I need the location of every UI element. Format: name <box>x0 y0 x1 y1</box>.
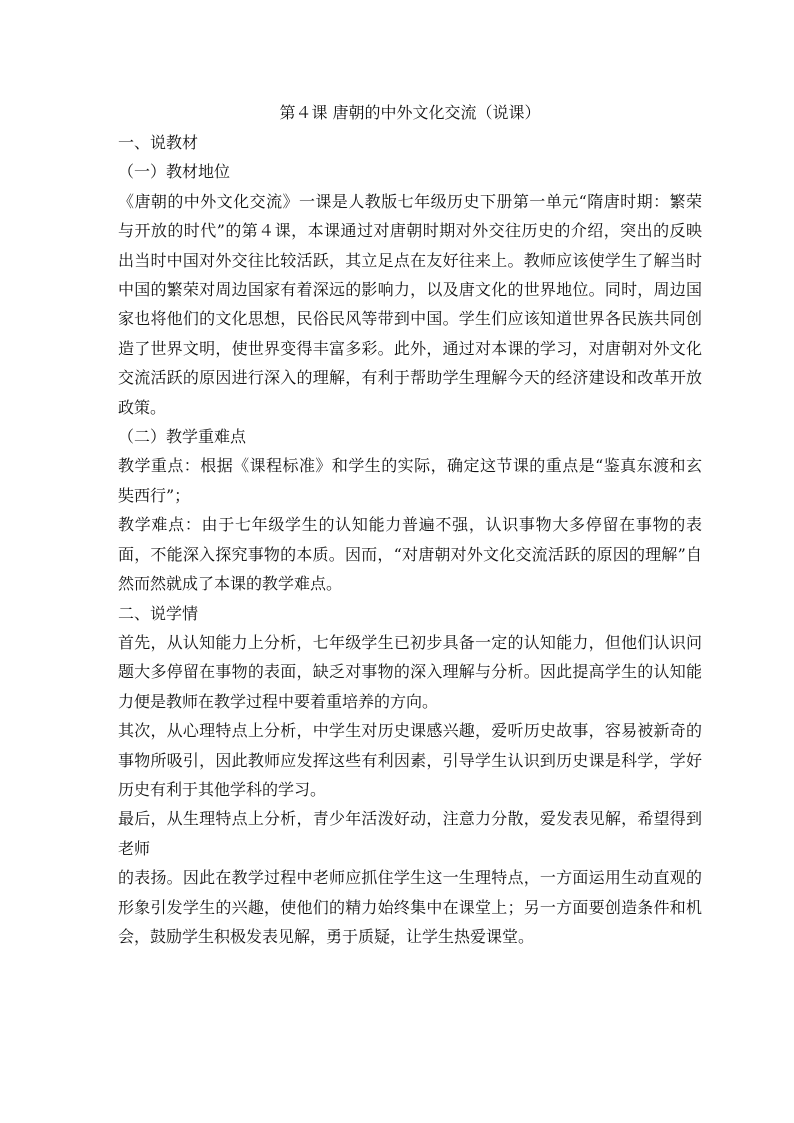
body-paragraph: 的表扬。因此在教学过程中老师应抓住学生这一生理特点，一方面运用生动直观的形象引发学生的兴趣，使他们的精力始终集中在课堂上；另一方面要创造条件和机会，鼓励学生积极发表见解，勇于质疑，让学生热爱课堂。 <box>118 868 702 946</box>
body-paragraph: 教学重点：根据《课程标准》和学生的实际，确定这节课的重点是“鉴真东渡和玄奘西行”； <box>118 456 702 505</box>
document-page <box>118 98 702 951</box>
section-heading: 二、说学情 <box>118 603 199 623</box>
body-paragraph: 《唐朝的中外文化交流》一课是人教版七年级历史下册第一单元“隋唐时期：繁荣与开放的时代”的第４课，本课通过对唐朝时期对外交往历史的介绍，突出的反映出当时中国对外交往比较活跃，其立足点在友好往来上。教师应该使学生了解当时中国的繁荣对周边国家有着深远的影响力，以及唐文化的世界地位。同时，周边国家也将他们的文化思想，民俗民风等带到中国。学生们应该知道世界各民族共同创造了世界文明，使世界变得丰富多彩。此外，通过对本课的学习，对唐朝对外文化交流活跃的原因进行深入的理解，有利于帮助学生理解今天的经济建设和改革开放政策。 <box>118 191 702 417</box>
section-heading: 一、说教材 <box>118 133 199 152</box>
document-title: 第４课 唐朝的中外文化交流（说课） <box>279 103 541 122</box>
subsection-heading: （一）教材地位 <box>118 162 231 182</box>
body-paragraph: 教学难点：由于七年级学生的认知能力普遍不强，认识事物大多停留在事物的表面，不能深入探究事物的本质。因而，“对唐朝对外文化交流活跃的原因的理解”自然而然就成了本课的教学难点。 <box>118 515 702 594</box>
body-paragraph: 首先，从认知能力上分析，七年级学生已初步具备一定的认知能力，但他们认识问题大多停留在事物的表面，缺乏对事物的深入理解与分析。因此提高学生的认知能力便是教师在教学过程中要着重培养的方向。 <box>118 632 702 711</box>
subsection-heading: （二）教学重难点 <box>118 427 247 447</box>
body-paragraph: 最后，从生理特点上分析，青少年活泼好动，注意力分散，爱发表见解，希望得到老师 <box>118 809 702 858</box>
body-paragraph: 其次，从心理特点上分析，中学生对历史课感兴趣，爱听历史故事，容易被新奇的事物所吸引，因此教师应发挥这些有利因素，引导学生认识到历史课是科学，学好历史有利于其他学科的学习。 <box>118 721 702 799</box>
